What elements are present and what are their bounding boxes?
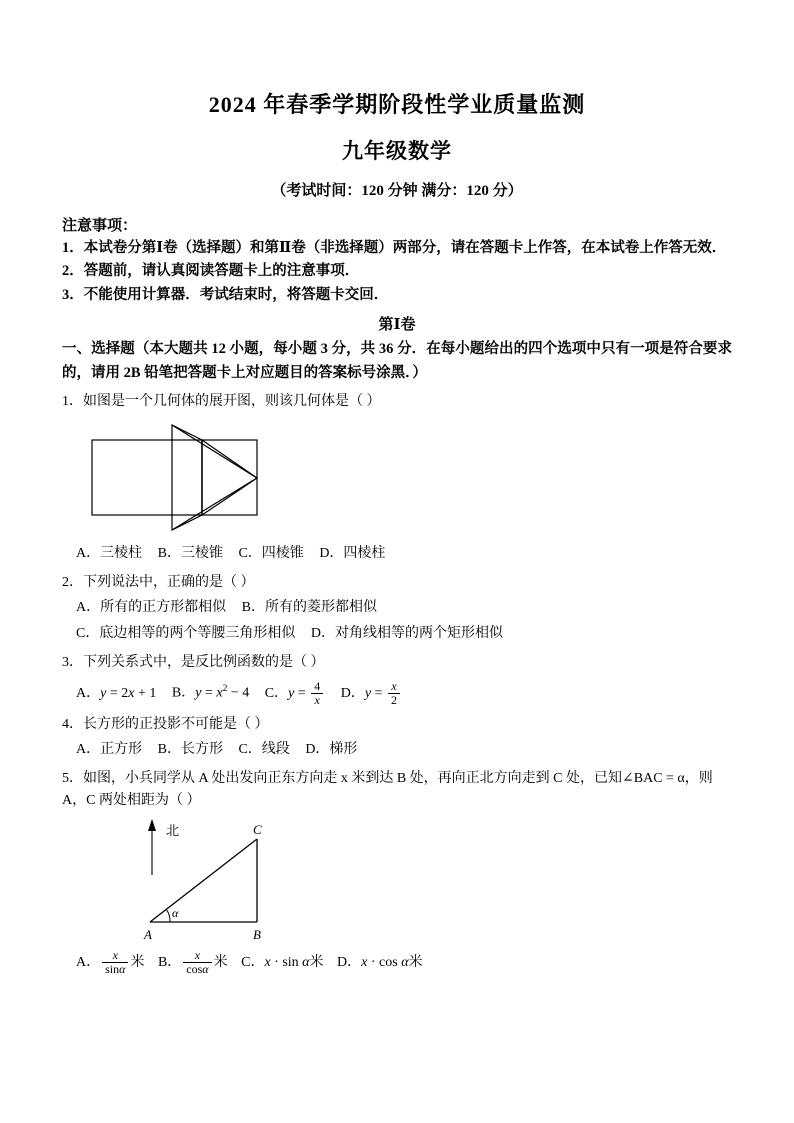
question-5-option-a-label: A． <box>76 954 101 970</box>
question-4-option-b[interactable]: B．长方形 <box>157 742 223 758</box>
question-4-option-d[interactable]: D．梯形 <box>305 742 358 758</box>
section-intro: 一、选择题（本大题共 12 小题，每小题 3 分，共 36 分．在每小题给出的四个选项中只有一项是符合要求的，请用 2B 铅笔把答题卡上对应题目的答案标号涂黑．） <box>62 341 732 381</box>
question-2-option-b[interactable]: B．所有的菱形都相似 <box>241 600 377 615</box>
question-2-option-a[interactable]: A．所有的正方形都相似 <box>76 600 227 615</box>
question-2-option-c[interactable]: C．底边相等的两个等腰三角形相似 <box>76 625 296 641</box>
question-3-option-a[interactable]: A．y = 2x + 1 <box>76 686 157 702</box>
question-5-stem <box>62 768 732 813</box>
question-3-options <box>76 680 732 708</box>
geometric-net-icon <box>82 420 402 540</box>
question-5-option-b[interactable]: B． $\frac{x}{\cos\alpha}$ 米 <box>157 947 228 977</box>
page-subtitle: 九年级数学 <box>342 139 452 163</box>
question-4-options <box>76 738 732 762</box>
question-1-option-d[interactable]: D．四棱柱 <box>319 545 386 561</box>
svg-text:北: 北 <box>166 822 180 838</box>
question-2-stem <box>62 572 732 594</box>
question-2-number: 2． <box>62 574 83 590</box>
svg-text:α: α <box>172 905 179 920</box>
question-3-option-b-label: B． <box>171 686 196 702</box>
question-5-figure <box>122 817 732 947</box>
question-5-option-d[interactable]: D．x · cos α米 <box>337 954 423 970</box>
question-5-text: 如图，小兵同学从 A 处出发向正东方向走 x 米到达 B 处，再向正北方向走到 C 处，已知∠BAC = α，则 A，C 两处相距为（ ） <box>62 771 713 809</box>
right-triangle-icon <box>122 817 382 947</box>
question-3-option-a-label: A． <box>76 686 101 702</box>
question-3-option-d-label: D． <box>340 686 365 702</box>
question-1-options <box>76 542 732 566</box>
svg-text:C: C <box>253 821 262 837</box>
question-3-stem <box>62 652 732 674</box>
notice-line-1: 1．本试卷分第Ⅰ卷（选择题）和第Ⅱ卷（非选择题）两部分，请在答题卡上作答，在本试卷上作答无效． <box>62 240 727 256</box>
question-2-options-row2 <box>76 622 732 646</box>
question-5-number: 5． <box>62 771 83 787</box>
page-title: 2024 年春季学期阶段性学业质量监测 <box>208 92 586 117</box>
question-5-option-c[interactable]: C．x · sin α米 <box>241 954 324 970</box>
question-5-option-d-label: D． <box>337 954 362 970</box>
question-1-text: 如图是一个几何体的展开图，则该几何体是（ ） <box>83 394 381 410</box>
notice-heading: 注意事项： <box>62 218 138 234</box>
question-1-option-c[interactable]: C．四棱锥 <box>238 545 304 561</box>
question-5-option-c-label: C． <box>241 954 265 970</box>
part-label: 第Ⅰ卷 <box>378 317 416 334</box>
question-4-option-a[interactable]: A．正方形 <box>76 742 143 758</box>
question-1-figure <box>82 420 732 540</box>
question-3-text: 下列关系式中，是反比例函数的是（ ） <box>83 654 325 670</box>
question-2-options-row1 <box>76 596 732 620</box>
question-1-option-a[interactable]: A．三棱柱 <box>76 545 143 561</box>
question-4-option-c[interactable]: C．线段 <box>238 742 290 758</box>
notice-line-3: 3．不能使用计算器．考试结束时，将答题卡交回． <box>62 286 389 303</box>
svg-text:B: B <box>253 926 261 942</box>
exam-info: （考试时间：120 分钟 满分：120 分） <box>271 183 523 199</box>
question-1-stem <box>62 391 732 413</box>
question-5-options <box>76 949 732 977</box>
question-2-text: 下列说法中，正确的是（ ） <box>83 574 255 590</box>
question-4-stem <box>62 714 732 736</box>
question-5-option-a[interactable]: A． $\frac{x}{\sin\alpha}$ 米 <box>76 947 145 977</box>
question-3-option-c[interactable]: C．y = $\frac{4}{x}$ <box>265 680 325 708</box>
question-3-option-d[interactable]: D．y = $\frac{x}{2}$ <box>341 680 402 708</box>
question-3-option-c-label: C． <box>264 686 289 702</box>
question-5-option-b-label: B． <box>157 954 182 970</box>
question-3-number: 3． <box>62 654 83 670</box>
svg-text:A: A <box>144 926 152 942</box>
question-1-number: 1． <box>62 394 83 410</box>
question-2-option-d[interactable]: D．对角线相等的两个矩形相似 <box>310 625 503 641</box>
question-3-option-b[interactable]: B．$y = x^2 - 4$ <box>171 684 250 702</box>
notice-line-2: 2．答题前，请认真阅读答题卡上的注意事项． <box>62 263 360 280</box>
question-1-option-b[interactable]: B．三棱锥 <box>157 545 223 561</box>
question-4-number: 4． <box>62 716 83 732</box>
question-4-text: 长方形的正投影不可能是（ ） <box>83 716 269 732</box>
